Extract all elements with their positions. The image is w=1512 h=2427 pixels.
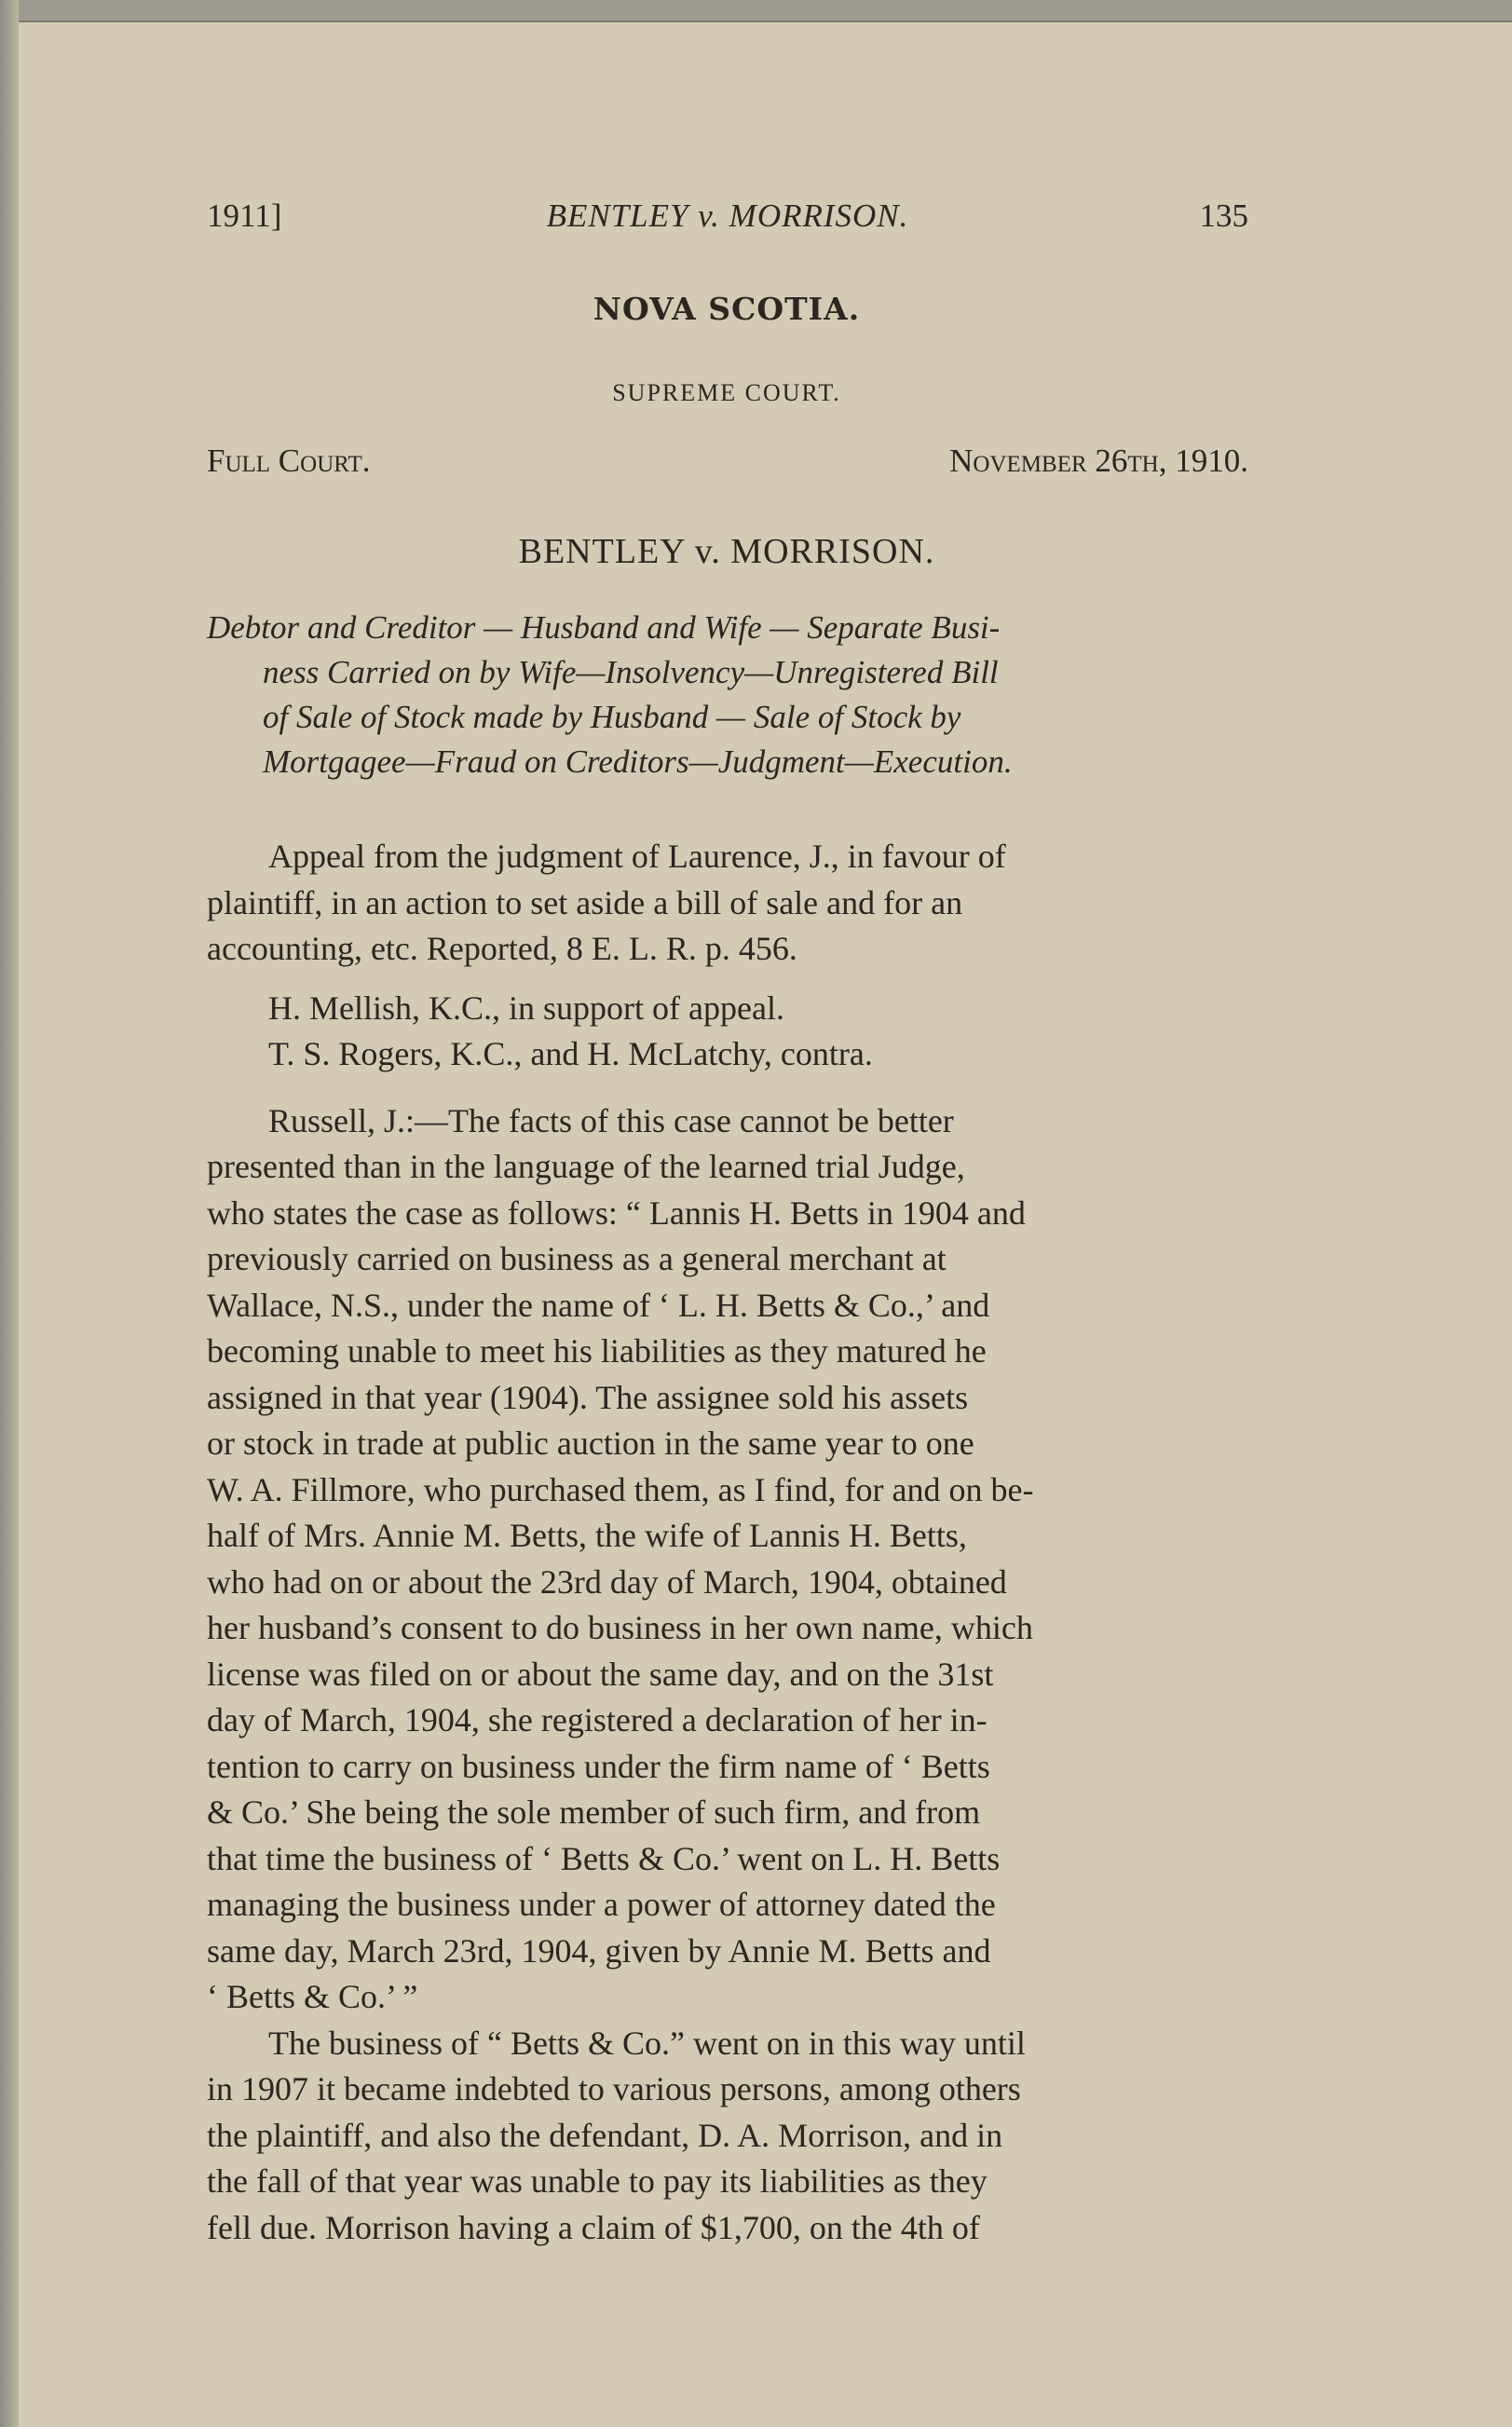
judgment-line: who had on or about the 23rd day of March, 1904, obtained — [207, 1562, 1007, 1601]
running-head — [207, 198, 1248, 244]
judgment-line: W. A. Fillmore, who purchased them, as I find, for and on be- — [207, 1470, 1034, 1508]
counsel-appellant: H. Mellish, K.C., in support of appeal. — [268, 989, 784, 1027]
headnote-line: Mortgagee—Fraud on Creditors—Judgment—Execution. — [263, 743, 1013, 780]
judgment-line: same day, March 23rd, 1904, given by Annie M. Betts and — [207, 1931, 991, 1970]
judgment-line: fell due. Morrison having a claim of $1,700, on the 4th of — [207, 2208, 980, 2246]
judgment-line: previously carried on business as a general merchant at — [207, 1240, 947, 1277]
judgment-line: half of Mrs. Annie M. Betts, the wife of Lannis H. Betts, — [207, 1517, 967, 1554]
province-heading: NOVA SCOTIA. — [593, 291, 861, 327]
judgment-line: who states the case as follows: “ Lannis H. Betts in 1904 and — [207, 1193, 1026, 1232]
counsel-respondent: T. S. Rogers, K.C., and H. McLatchy, contra. — [268, 1035, 873, 1072]
page-top-edge — [0, 0, 1512, 22]
judgment-line: or stock in trade at public auction in the same year to one — [207, 1425, 974, 1462]
running-head-year: 1911] — [207, 198, 282, 234]
headnote-line: Debtor and Creditor — Husband and Wife — Separate Busi- — [207, 609, 1001, 646]
decision-date: November 26th, 1910. — [949, 443, 1248, 479]
judgment-line: becoming unable to meet his liabilities as they matured he — [207, 1332, 987, 1370]
running-head-title: BENTLEY v. MORRISON. — [546, 198, 909, 234]
appeal-line: plaintiff, in an action to set aside a bill of sale and for an — [207, 883, 963, 921]
headnote — [207, 606, 1248, 784]
judgment-line: Wallace, N.S., under the name of ‘ L. H. Betts & Co.,’ and — [207, 1286, 990, 1324]
judgment-line: Russell, J.:—The facts of this case cannot be better — [268, 1101, 954, 1139]
judgment-line: managing the business under a power of attorney dated the — [207, 1886, 996, 1923]
body-text — [207, 834, 1248, 2251]
headnote-line: of Sale of Stock made by Husband — Sale of Stock by — [263, 699, 961, 735]
appeal-line: Appeal from the judgment of Laurence, J., in favour of — [268, 838, 1006, 875]
judgment-line: that time the business of ‘ Betts & Co.’ went on L. H. Betts — [207, 1839, 1001, 1877]
headnote-line: ness Carried on by Wife—Insolvency—Unregistered Bill — [263, 654, 999, 690]
judgment-line: presented than in the language of the learned trial Judge, — [207, 1148, 965, 1185]
judgment-line: day of March, 1904, she registered a declaration of her in- — [207, 1701, 988, 1738]
judgment-line: assigned in that year (1904). The assignee sold his assets — [207, 1378, 969, 1416]
judgment-line: The business of “ Betts & Co.” went on in this way until — [268, 2024, 1026, 2062]
judgment-line: the fall of that year was unable to pay its liabilities as they — [207, 2162, 988, 2200]
judgment-line: her husband’s consent to do business in her own name, which — [207, 1609, 1033, 1646]
court-bench: Full Court. — [207, 443, 371, 479]
page-number: 135 — [1199, 198, 1248, 234]
court-heading: SUPREME COURT. — [612, 379, 841, 406]
judgment-line: & Co.’ She being the sole member of such firm, and from — [207, 1793, 981, 1831]
page-binding-edge — [0, 0, 19, 2427]
judgment-line: tention to carry on business under the firm name of ‘ Betts — [207, 1747, 990, 1785]
case-title: BENTLEY v. MORRISON. — [518, 532, 935, 571]
judgment-line: in 1907 it became indebted to various persons, among others — [207, 2070, 1021, 2107]
judgment-line: ‘ Betts & Co.’ ” — [207, 1978, 418, 2015]
judgment-line: license was filed on or about the same day, and on the 31st — [207, 1655, 994, 1693]
appeal-line: accounting, etc. Reported, 8 E. L. R. p. 456. — [207, 930, 797, 967]
judgment-line: the plaintiff, and also the defendant, D. A. Morrison, and in — [207, 2116, 1003, 2154]
